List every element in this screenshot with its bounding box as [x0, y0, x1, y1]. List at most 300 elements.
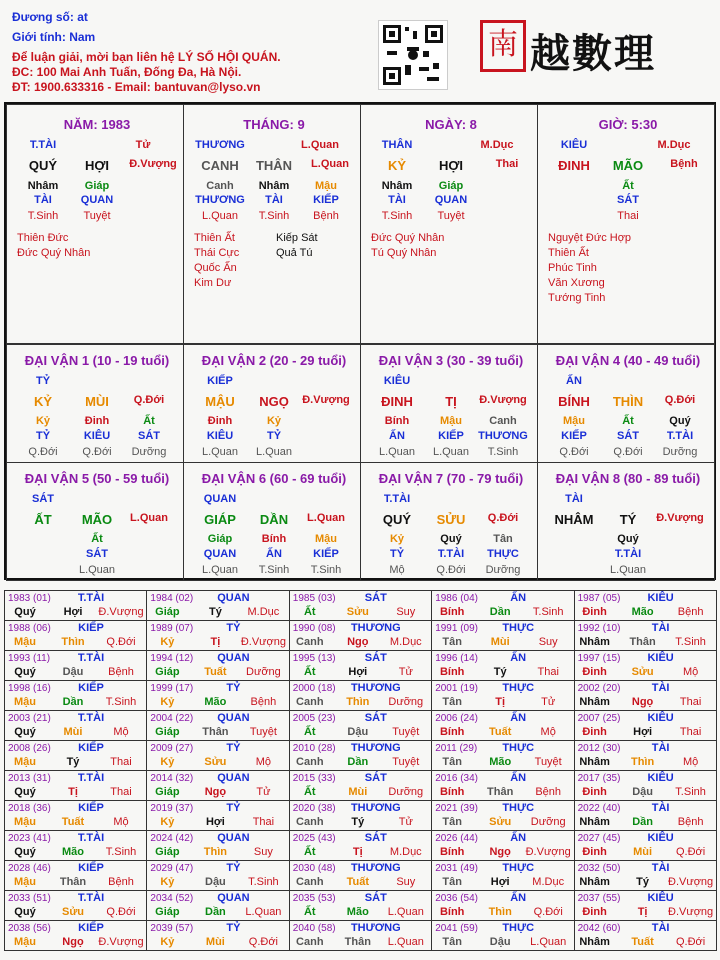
year-god: SÁT — [364, 832, 387, 844]
star-left: Thái Cực — [194, 247, 240, 259]
year-state: Suy — [396, 876, 416, 888]
year-stem: Nhâm — [579, 936, 610, 948]
year-label: 2005 (23) — [292, 713, 336, 724]
year-branch: Ngọ — [204, 786, 227, 798]
contact-phone-email: ĐT: 1900.633316 - Email: bantuvan@lyso.vn — [12, 80, 261, 94]
year-label: 1988 (06) — [8, 623, 51, 634]
year-state: Tuyệt — [392, 726, 420, 738]
pillar-title: NĂM: 1983 — [63, 117, 131, 132]
hidden-stem: Quý — [669, 415, 691, 427]
year-cell — [289, 890, 432, 921]
year-label: 2009 (27) — [150, 743, 194, 754]
brand-logo: 越數理 — [530, 30, 656, 77]
year-state: Tử — [398, 666, 413, 678]
year-stem: Đinh — [582, 726, 607, 738]
year-cell — [4, 830, 147, 861]
year-cell — [431, 830, 574, 861]
hidden-stem: Bính — [261, 533, 287, 545]
year-state: T.Sinh — [675, 636, 706, 648]
dai-van-stem: ĐINH — [381, 394, 413, 409]
dai-van-god: SÁT — [32, 493, 54, 505]
year-label: 2038 (56) — [8, 923, 51, 934]
dai-van-cell — [6, 462, 184, 581]
hidden-stem: Ất — [622, 415, 634, 427]
year-stem: Ất — [303, 606, 316, 618]
dai-van-cell — [537, 462, 715, 581]
year-label: 2040 (58) — [292, 923, 336, 934]
year-label: 1986 (04) — [435, 593, 478, 604]
hidden-stem: Canh — [206, 180, 234, 192]
year-god: TỶ — [226, 922, 241, 934]
year-label: 2003 (21) — [8, 713, 51, 724]
hidden-stem: Giáp — [84, 180, 110, 192]
year-cell — [431, 740, 574, 771]
year-label: 2016 (34) — [435, 773, 478, 784]
hidden-stem: Ất — [622, 180, 634, 192]
year-state: L.Quan — [530, 936, 567, 948]
year-label: 2001 (19) — [435, 683, 478, 694]
hidden-stem: Mậu — [315, 533, 337, 545]
year-god: THƯƠNG — [350, 742, 401, 754]
year-cell — [4, 920, 147, 951]
year-stem: Đinh — [582, 906, 607, 918]
year-stem: Quý — [14, 786, 36, 798]
year-god: TÀI — [651, 802, 670, 814]
dai-van-branch: THÌN — [612, 394, 644, 409]
year-cell — [146, 890, 289, 921]
year-stem: Canh — [296, 696, 324, 708]
year-stem: Bính — [439, 786, 465, 798]
year-label: 2007 (25) — [577, 713, 621, 724]
hidden-god: ẤN — [389, 430, 405, 442]
pillar-branch: MÃO — [612, 158, 644, 173]
year-god: THƯƠNG — [350, 622, 401, 634]
year-state: T.Sinh — [532, 606, 564, 618]
year-state: T.Sinh — [105, 846, 137, 858]
year-cell — [574, 770, 717, 801]
year-stem: Tân — [442, 696, 462, 708]
year-god: KIÊU — [647, 832, 674, 844]
year-stem: Quý — [14, 846, 36, 858]
year-state: Bệnh — [108, 876, 134, 888]
year-stem: Tân — [442, 756, 462, 768]
year-god: T.TÀI — [77, 832, 105, 844]
year-branch: Dần — [489, 606, 511, 618]
year-label: 1993 (11) — [8, 653, 51, 664]
hidden-stem: Mậu — [315, 180, 337, 192]
contact-note: Để luận giải, mời bạn liên hệ LÝ SỐ HỘI QUÁN. — [12, 50, 281, 64]
year-state: T.Sinh — [675, 786, 706, 798]
year-cell — [289, 920, 432, 951]
year-branch: Thìn — [61, 636, 85, 648]
year-cell — [289, 830, 432, 861]
year-cell — [4, 860, 147, 891]
year-cell — [431, 920, 574, 951]
year-god: QUAN — [217, 652, 250, 664]
year-branch: Mùi — [490, 636, 510, 648]
hidden-god: THỰC — [487, 548, 519, 560]
year-stem: Giáp — [155, 786, 180, 798]
dai-van-title: ĐẠI VẬN 3 (30 - 39 tuổi) — [378, 353, 524, 368]
year-branch: Mão — [631, 606, 654, 618]
year-god: TỶ — [226, 802, 241, 814]
pillar-title: NGÀY: 8 — [425, 117, 477, 132]
star-left: Nguyệt Đức Hợp — [548, 232, 632, 244]
year-branch: Ngọ — [347, 636, 369, 648]
year-state: Dưỡng — [530, 816, 566, 828]
year-state: Mộ — [113, 816, 129, 828]
year-god: KIẾP — [78, 682, 104, 694]
year-god: ẤN — [510, 712, 527, 724]
hidden-state: T.Sinh — [310, 564, 342, 576]
year-branch: Thìn — [346, 696, 370, 708]
year-cell — [574, 650, 717, 681]
hidden-stem: Bính — [384, 415, 410, 427]
hidden-state: T.Sinh — [258, 210, 290, 222]
year-stem: Mậu — [14, 636, 36, 648]
year-god: QUAN — [217, 712, 250, 724]
year-branch: Mùi — [205, 936, 225, 948]
dai-van-stem: NHÂM — [554, 512, 594, 527]
year-state: Suy — [253, 846, 273, 858]
year-label: 2006 (24) — [435, 713, 478, 724]
year-god: THƯƠNG — [350, 682, 401, 694]
year-god: ẤN — [510, 592, 527, 604]
star-left: Tú Quý Nhân — [371, 247, 437, 259]
pillar-god-state: L.Quan — [301, 139, 339, 151]
dai-van-title: ĐẠI VẬN 5 (50 - 59 tuổi) — [24, 471, 170, 486]
year-stem: Bính — [439, 726, 465, 738]
pillar-cell — [183, 104, 361, 344]
year-god: KIẾP — [78, 622, 104, 634]
hidden-state: T.Sinh — [381, 210, 413, 222]
year-branch: Tị — [210, 636, 221, 648]
pillar-branch-state: Thai — [495, 158, 519, 170]
dai-van-branch: TỊ — [445, 394, 457, 409]
year-cell — [289, 800, 432, 831]
dai-van-stem: BÍNH — [558, 394, 590, 409]
gender-value: Nam — [69, 30, 96, 44]
year-state: M.Dục — [532, 876, 565, 888]
hidden-stem: Canh — [489, 415, 517, 427]
year-cell — [146, 830, 289, 861]
hidden-state: L.Quan — [432, 446, 470, 458]
year-label: 1985 (03) — [292, 593, 336, 604]
star-left: Phúc Tinh — [548, 262, 597, 274]
year-stem: Ất — [303, 666, 316, 678]
year-stem: Đinh — [582, 786, 607, 798]
year-cell — [431, 890, 574, 921]
year-stem: Nhâm — [579, 876, 610, 888]
year-cell — [431, 710, 574, 741]
hidden-stem: Kỷ — [35, 415, 51, 427]
year-state: Q.Đới — [675, 846, 706, 858]
year-label: 1999 (17) — [150, 683, 194, 694]
year-branch: Sửu — [489, 816, 512, 828]
pillar-title: THÁNG: 9 — [243, 117, 305, 132]
year-state: Mộ — [255, 756, 272, 768]
year-cell — [574, 680, 717, 711]
year-state: Tuyệt — [534, 756, 562, 768]
year-state: Tử — [256, 786, 271, 798]
year-state: M.Dục — [389, 846, 422, 858]
year-branch: Thân — [344, 936, 371, 948]
year-cell — [574, 710, 717, 741]
dai-van-state: L.Quan — [130, 512, 168, 524]
year-branch: Hợi — [633, 726, 653, 738]
year-cell — [431, 800, 574, 831]
hidden-stem: Giáp — [207, 533, 233, 545]
year-cell — [289, 860, 432, 891]
hidden-state: Q.Đới — [28, 446, 58, 458]
year-label: 1997 (15) — [577, 653, 621, 664]
dai-van-state: Q.Đới — [133, 394, 165, 406]
year-cell — [289, 650, 432, 681]
dai-van-branch: MÃO — [81, 512, 113, 527]
year-cell — [431, 860, 574, 891]
year-stem: Nhâm — [579, 756, 610, 768]
year-label: 2017 (35) — [577, 773, 621, 784]
dai-van-god: TÀI — [565, 493, 583, 505]
year-label: 2034 (52) — [150, 893, 194, 904]
star-left: Thiên Đức — [17, 232, 69, 244]
year-label: 2031 (49) — [435, 863, 478, 874]
year-state: M.Dục — [247, 606, 280, 618]
year-god: T.TÀI — [77, 892, 105, 904]
star-right: Quả Tú — [276, 247, 313, 259]
hidden-state: L.Quan — [78, 564, 116, 576]
hidden-stem: Tân — [493, 533, 513, 545]
hidden-stem: Nhâm — [27, 180, 59, 192]
year-state: Tuyệt — [392, 756, 420, 768]
dai-van-god: ẤN — [566, 375, 582, 387]
year-label: 2033 (51) — [8, 893, 51, 904]
hidden-stem: Đinh — [207, 415, 233, 427]
year-branch: Mùi — [348, 786, 368, 798]
year-god: KIẾP — [78, 862, 104, 874]
dai-van-cell — [183, 344, 361, 463]
dai-van-god: KIÊU — [383, 375, 411, 387]
hidden-god: TỶ — [35, 430, 51, 442]
year-cell — [4, 710, 147, 741]
year-stem: Nhâm — [579, 636, 610, 648]
year-god: T.TÀI — [77, 592, 105, 604]
seal-logo: 南 — [480, 20, 526, 72]
star-left: Quốc Ấn — [194, 262, 237, 274]
year-label: 1996 (14) — [435, 653, 478, 664]
year-state: L.Quan — [245, 906, 282, 918]
pillar-branch: HỢI — [438, 158, 464, 173]
year-cell — [4, 800, 147, 831]
hidden-stem: Quý — [440, 533, 462, 545]
pillar-branch: THÂN — [255, 158, 293, 173]
dai-van-cell — [6, 344, 184, 463]
year-cell — [4, 770, 147, 801]
year-cell — [574, 830, 717, 861]
year-cell — [574, 920, 717, 951]
year-stem: Bính — [439, 906, 465, 918]
year-state: Mộ — [682, 666, 699, 678]
dai-van-god: QUAN — [203, 493, 237, 505]
hidden-state: L.Quan — [201, 210, 239, 222]
hidden-god: KIẾP — [313, 194, 339, 206]
year-cell — [146, 710, 289, 741]
hidden-god: SÁT — [86, 548, 108, 560]
dai-van-state: Đ.Vượng — [479, 394, 527, 406]
hidden-god: THƯƠNG — [478, 430, 528, 442]
dai-van-title: ĐẠI VẬN 6 (60 - 69 tuổi) — [201, 471, 347, 486]
hidden-state: T.Sinh — [27, 210, 59, 222]
year-branch: Ngọ — [631, 696, 654, 708]
year-state: Tuyệt — [249, 726, 277, 738]
year-god: QUAN — [217, 772, 250, 784]
year-label: 2014 (32) — [150, 773, 194, 784]
year-branch: Sửu — [204, 756, 227, 768]
year-cell — [431, 620, 574, 651]
hidden-state: Dưỡng — [662, 446, 698, 458]
pillar-stem: ĐINH — [558, 158, 590, 173]
year-label: 1994 (12) — [150, 653, 194, 664]
pillar-branch-state: Đ.Vượng — [129, 158, 177, 170]
year-label: 2042 (60) — [577, 923, 621, 934]
year-branch: Thân — [629, 636, 656, 648]
year-state: Bệnh — [108, 666, 134, 678]
year-god: KIẾP — [78, 922, 104, 934]
year-stem: Ất — [303, 726, 316, 738]
year-state: Q.Đới — [533, 906, 563, 918]
year-branch: Dần — [347, 756, 369, 768]
year-stem: Ất — [303, 906, 316, 918]
year-branch: Hợi — [63, 606, 83, 618]
hidden-stem: Kỷ — [389, 533, 405, 545]
dai-van-god: T.TÀI — [383, 493, 411, 505]
year-state: Bệnh — [250, 696, 277, 708]
year-branch: Dậu — [632, 786, 653, 798]
year-label: 2020 (38) — [292, 803, 336, 814]
year-label: 2022 (40) — [577, 803, 621, 814]
year-label: 1989 (07) — [150, 623, 194, 634]
dai-van-branch: DẦN — [259, 512, 289, 527]
year-branch: Mão — [204, 696, 227, 708]
hidden-god: THƯƠNG — [195, 194, 245, 206]
dai-van-stem: GIÁP — [204, 512, 236, 527]
hidden-stem: Ất — [143, 415, 155, 427]
year-cell — [574, 740, 717, 771]
year-cell — [146, 680, 289, 711]
year-god: TÀI — [651, 682, 670, 694]
year-label: 2018 (36) — [8, 803, 51, 814]
pillar-god: THƯƠNG — [195, 139, 245, 151]
year-stem: Mậu — [14, 876, 36, 888]
year-label: 2030 (48) — [292, 863, 336, 874]
dai-van-title: ĐẠI VẬN 8 (80 - 89 tuổi) — [555, 471, 701, 486]
year-state: Thai — [110, 756, 132, 768]
year-stem: Canh — [296, 936, 324, 948]
year-stem: Nhâm — [579, 696, 610, 708]
hidden-state: Mộ — [389, 564, 405, 576]
year-state: T.Sinh — [105, 696, 137, 708]
year-cell — [574, 590, 717, 621]
year-god: THỰC — [502, 802, 535, 814]
year-state: Đ.Vượng — [98, 936, 144, 948]
year-state: Mộ — [113, 726, 129, 738]
dai-van-title: ĐẠI VẬN 1 (10 - 19 tuổi) — [24, 353, 170, 368]
year-branch: Hợi — [490, 876, 510, 888]
year-label: 2026 (44) — [435, 833, 478, 844]
dai-van-branch: MÙI — [85, 394, 109, 409]
year-branch: Sửu — [61, 906, 85, 918]
year-branch: Mão — [346, 906, 369, 918]
year-god: KIÊU — [647, 712, 674, 724]
hidden-state: Dưỡng — [131, 446, 167, 458]
hidden-stem: Nhâm — [381, 180, 413, 192]
hidden-god: TÀI — [34, 194, 52, 206]
year-god: T.TÀI — [77, 652, 105, 664]
year-god: KIÊU — [647, 592, 674, 604]
year-label: 2008 (26) — [8, 743, 51, 754]
year-stem: Mậu — [14, 936, 36, 948]
year-label: 1998 (16) — [8, 683, 51, 694]
year-state: L.Quan — [387, 936, 424, 948]
year-stem: Tân — [442, 636, 462, 648]
year-label: 2041 (59) — [435, 923, 478, 934]
year-stem: Canh — [296, 636, 324, 648]
year-branch: Ngọ — [62, 936, 84, 948]
year-label: 2012 (30) — [577, 743, 621, 754]
star-left: Thiên Ất — [194, 232, 235, 244]
hidden-state: Tuyệt — [437, 210, 465, 222]
owner-name: Đương số: at — [12, 10, 88, 24]
year-label: 2013 (31) — [8, 773, 51, 784]
year-stem: Ất — [303, 786, 316, 798]
year-god: TÀI — [651, 742, 670, 754]
year-branch: Tý — [351, 816, 365, 828]
year-stem: Quý — [14, 606, 36, 618]
year-cell — [574, 860, 717, 891]
year-label: 1987 (05) — [577, 593, 621, 604]
year-state: Đ.Vượng — [525, 846, 571, 858]
hidden-god: TÀI — [388, 194, 406, 206]
year-cell — [4, 740, 147, 771]
year-branch: Tuất — [488, 726, 512, 738]
year-stem: Kỷ — [160, 696, 175, 708]
year-branch: Mão — [62, 846, 84, 858]
year-label: 2032 (50) — [577, 863, 621, 874]
year-branch: Dần — [632, 816, 653, 828]
year-state: Thai — [252, 816, 275, 828]
hidden-stem: Mậu — [563, 415, 585, 427]
hidden-state: Q.Đới — [559, 446, 589, 458]
year-label: 2028 (46) — [8, 863, 51, 874]
dai-van-title: ĐẠI VẬN 7 (70 - 79 tuổi) — [378, 471, 524, 486]
hidden-stem: Quý — [617, 533, 639, 545]
dai-van-god: TỶ — [35, 375, 51, 387]
dai-van-stem: ẤT — [34, 512, 52, 527]
year-god: KIÊU — [647, 892, 674, 904]
year-god: THỰC — [502, 742, 535, 754]
year-branch: Dậu — [489, 936, 511, 948]
year-branch: Thìn — [203, 846, 227, 858]
year-god: THƯƠNG — [350, 802, 401, 814]
year-branch: Tuất — [631, 936, 654, 948]
year-label: 2004 (22) — [150, 713, 194, 724]
year-stem: Quý — [14, 666, 36, 678]
year-stem: Quý — [14, 906, 36, 918]
year-label: 2039 (57) — [150, 923, 194, 934]
pillar-cell — [360, 104, 538, 344]
pillar-cell — [6, 104, 184, 344]
year-label: 1984 (02) — [150, 593, 194, 604]
